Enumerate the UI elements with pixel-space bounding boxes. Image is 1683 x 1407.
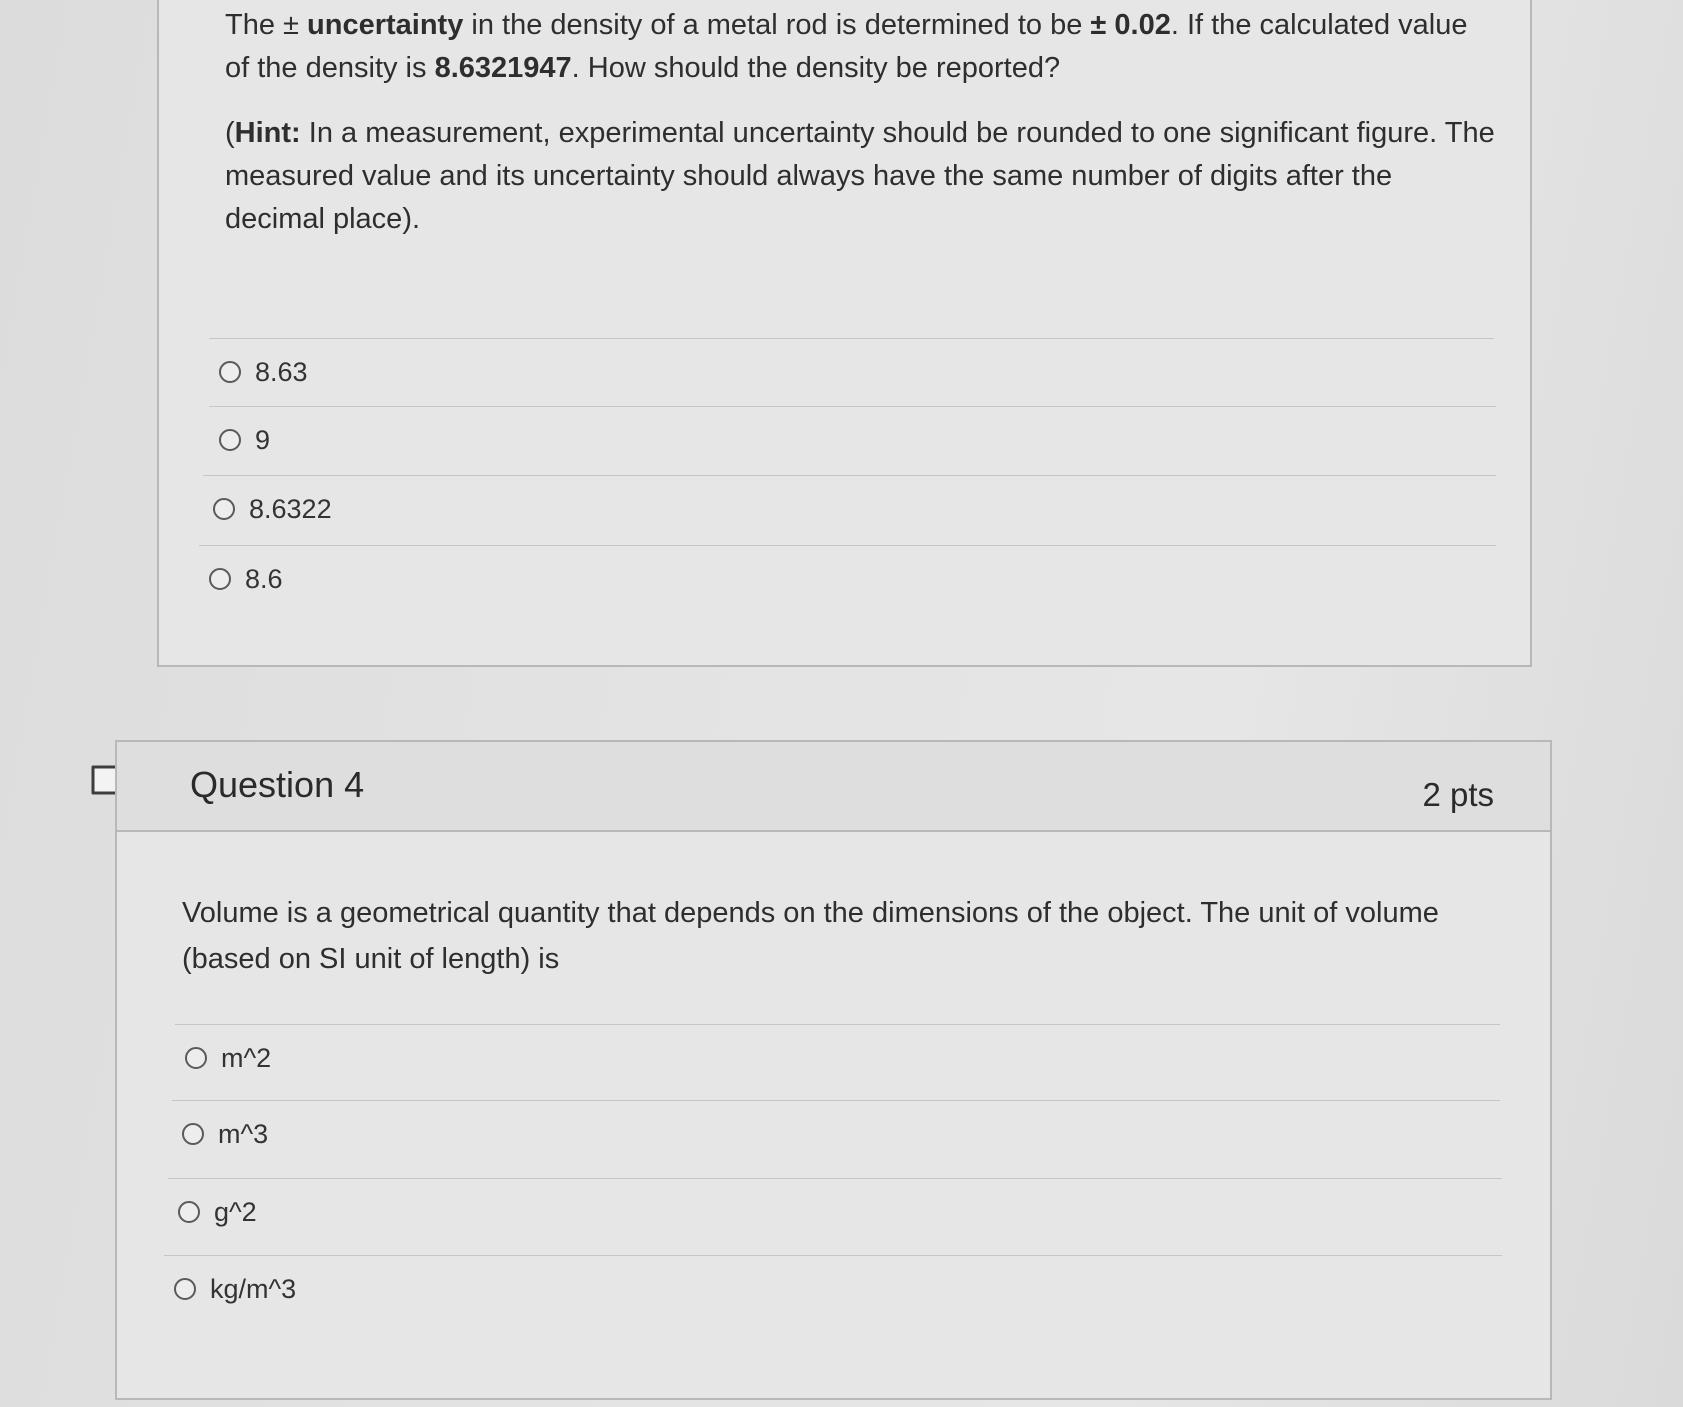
answer-label: 8.63 [255,356,308,387]
answer-label: kg/m^3 [210,1273,297,1304]
question-4-stem: Volume is a geometrical quantity that depends on the dimensions of the object. The unit of volume (based on SI unit of length) is [182,897,1439,975]
question-title: Question 4 [190,764,365,805]
radio-button-icon[interactable] [213,498,235,520]
hint-text: In a measurement, experimental uncertainty should be rounded to one significant figure. The measured value and its uncertainty should always have the same number of digits after the decimal place). [225,117,1495,235]
question-3-text: . How should the density be reported? [571,52,1061,84]
answer-option[interactable] [209,406,1496,473]
question-3-text: in the density of a metal rod is determined to be [463,9,1091,41]
hint-label: Hint: [234,117,301,149]
question-3-text: The ± [225,9,308,41]
answer-label: 9 [255,424,271,455]
radio-button-icon[interactable] [178,1201,200,1223]
answer-label: 8.6 [245,563,283,594]
answer-label: g^2 [214,1196,257,1227]
radio-button-icon[interactable] [219,361,241,383]
answer-label: m^2 [221,1042,272,1073]
radio-button-icon[interactable] [185,1047,207,1069]
question-points: 2 pts [1422,776,1494,813]
radio-button-icon[interactable] [174,1278,196,1300]
answer-option[interactable] [168,1178,1502,1245]
question-3-bold: ± 0.02 [1090,9,1171,41]
question-3-stem [225,4,1495,241]
question-3-bold: 8.6321947 [434,52,572,84]
answer-label: m^3 [218,1118,269,1149]
radio-button-icon[interactable] [182,1123,204,1145]
answer-option[interactable] [199,545,1496,612]
answer-label: 8.6322 [249,493,332,524]
question-3-card [157,0,1532,667]
question-header [117,742,1550,832]
question-3-hint [225,112,1495,241]
answer-option[interactable] [164,1255,1502,1322]
question-3-text: . If the calculated value of the density is [225,9,1468,84]
radio-button-icon[interactable] [219,429,241,451]
hint-open-paren: ( [225,117,235,149]
radio-button-icon[interactable] [209,568,231,590]
answer-option[interactable] [175,1024,1500,1091]
answer-option[interactable] [209,338,1494,405]
question-3-bold: uncertainty [307,9,464,41]
answer-option[interactable] [203,475,1496,542]
answer-option[interactable] [172,1100,1500,1167]
question-4-card [115,740,1552,1400]
